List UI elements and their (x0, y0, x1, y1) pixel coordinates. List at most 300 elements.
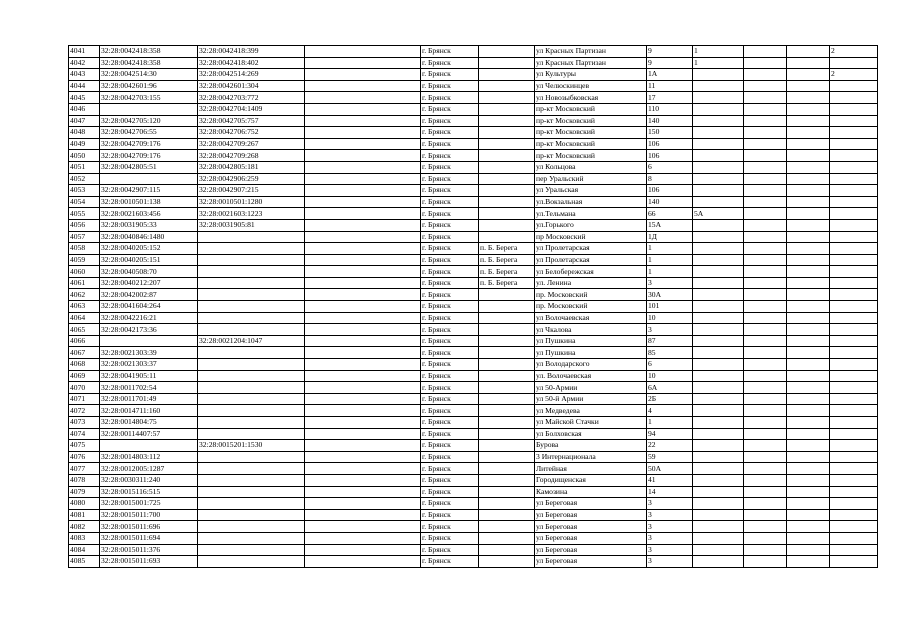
table-body (69, 46, 878, 568)
extra-cell-1 (744, 544, 787, 556)
building-cell (693, 161, 744, 173)
empty-cell (305, 544, 421, 556)
cadastral-number-cell: 32:28:0040205:152 (100, 243, 198, 255)
house-cell: 22 (647, 440, 693, 452)
empty-cell (305, 405, 421, 417)
street-cell: ул Кольцова (535, 161, 647, 173)
cadastral-number-2-cell: 32:28:0042418:402 (198, 57, 305, 69)
house-cell: 14 (647, 486, 693, 498)
extra-cell-3 (830, 474, 878, 486)
building-cell (693, 474, 744, 486)
extra-cell-3 (830, 347, 878, 359)
empty-cell (305, 115, 421, 127)
building-cell (693, 417, 744, 429)
table-row (69, 185, 878, 197)
empty-cell (305, 243, 421, 255)
house-cell: 3 (647, 544, 693, 556)
extra-cell-1 (744, 463, 787, 475)
row-number-cell: 4044 (69, 80, 100, 92)
building-cell (693, 80, 744, 92)
street-cell: ул Красных Партизан (535, 57, 647, 69)
house-cell: 8 (647, 173, 693, 185)
empty-cell (305, 231, 421, 243)
city-cell: г. Брянск (421, 161, 479, 173)
empty-cell (305, 312, 421, 324)
cadastral-number-2-cell (198, 324, 305, 336)
settlement-cell (479, 69, 535, 81)
extra-cell-1 (744, 243, 787, 255)
cadastral-number-2-cell (198, 463, 305, 475)
cadastral-number-2-cell (198, 474, 305, 486)
extra-cell-1 (744, 486, 787, 498)
city-cell: г. Брянск (421, 266, 479, 278)
table-row (69, 150, 878, 162)
extra-cell-3 (830, 463, 878, 475)
cadastral-number-cell: 32:28:0015001:725 (100, 498, 198, 510)
cadastral-number-2-cell: 32:28:0042418:399 (198, 46, 305, 58)
street-cell: пр-кт Московский (535, 127, 647, 139)
building-cell: 5А (693, 208, 744, 220)
settlement-cell (479, 463, 535, 475)
empty-cell (305, 69, 421, 81)
cadastral-number-cell: 32:28:0015011:376 (100, 544, 198, 556)
street-cell: ул Чкалова (535, 324, 647, 336)
extra-cell-2 (787, 69, 830, 81)
cadastral-number-2-cell (198, 521, 305, 533)
settlement-cell (479, 138, 535, 150)
extra-cell-1 (744, 80, 787, 92)
settlement-cell (479, 451, 535, 463)
table-row (69, 219, 878, 231)
house-cell: 30А (647, 289, 693, 301)
extra-cell-1 (744, 393, 787, 405)
extra-cell-3 (830, 219, 878, 231)
extra-cell-3 (830, 509, 878, 521)
city-cell: г. Брянск (421, 92, 479, 104)
extra-cell-1 (744, 521, 787, 533)
cadastral-number-cell: 32:28:0014804:75 (100, 417, 198, 429)
extra-cell-1 (744, 335, 787, 347)
cadastral-number-2-cell: 32:28:0010501:1280 (198, 196, 305, 208)
cadastral-number-2-cell (198, 277, 305, 289)
extra-cell-2 (787, 196, 830, 208)
building-cell (693, 92, 744, 104)
row-number-cell: 4063 (69, 301, 100, 313)
street-cell: ул Береговая (535, 556, 647, 568)
empty-cell (305, 347, 421, 359)
street-cell: ул Уральская (535, 185, 647, 197)
extra-cell-1 (744, 138, 787, 150)
cadastral-number-cell: 32:28:0042805:51 (100, 161, 198, 173)
extra-cell-1 (744, 57, 787, 69)
city-cell: г. Брянск (421, 150, 479, 162)
city-cell: г. Брянск (421, 80, 479, 92)
extra-cell-2 (787, 289, 830, 301)
building-cell (693, 393, 744, 405)
row-number-cell: 4049 (69, 138, 100, 150)
building-cell (693, 185, 744, 197)
extra-cell-3 (830, 405, 878, 417)
row-number-cell: 4045 (69, 92, 100, 104)
street-cell: ул Болховская (535, 428, 647, 440)
table-row (69, 440, 878, 452)
building-cell (693, 347, 744, 359)
city-cell: г. Брянск (421, 219, 479, 231)
cadastral-number-cell: 32:28:0042709:176 (100, 138, 198, 150)
street-cell: ул 50-й Армии (535, 393, 647, 405)
empty-cell (305, 150, 421, 162)
empty-cell (305, 127, 421, 139)
extra-cell-1 (744, 173, 787, 185)
settlement-cell (479, 347, 535, 359)
extra-cell-1 (744, 103, 787, 115)
table-row (69, 196, 878, 208)
table-row (69, 208, 878, 220)
city-cell: г. Брянск (421, 474, 479, 486)
cadastral-number-cell: 32:28:0021603:456 (100, 208, 198, 220)
cadastral-number-2-cell (198, 556, 305, 568)
settlement-cell: п. Б. Берега (479, 266, 535, 278)
building-cell (693, 532, 744, 544)
empty-cell (305, 173, 421, 185)
table-row (69, 80, 878, 92)
row-number-cell: 4053 (69, 185, 100, 197)
extra-cell-3 (830, 277, 878, 289)
extra-cell-2 (787, 463, 830, 475)
extra-cell-2 (787, 428, 830, 440)
table-row (69, 417, 878, 429)
street-cell: ул.Горького (535, 219, 647, 231)
house-cell: 110 (647, 103, 693, 115)
cadastral-number-2-cell (198, 393, 305, 405)
extra-cell-2 (787, 103, 830, 115)
table-row (69, 266, 878, 278)
house-cell: 87 (647, 335, 693, 347)
row-number-cell: 4082 (69, 521, 100, 533)
settlement-cell: п. Б. Берега (479, 277, 535, 289)
settlement-cell (479, 161, 535, 173)
empty-cell (305, 532, 421, 544)
settlement-cell (479, 359, 535, 371)
table-row (69, 474, 878, 486)
extra-cell-1 (744, 428, 787, 440)
street-cell: ул. Волочаевская (535, 370, 647, 382)
row-number-cell: 4060 (69, 266, 100, 278)
table-row (69, 486, 878, 498)
cadastral-number-2-cell (198, 428, 305, 440)
row-number-cell: 4055 (69, 208, 100, 220)
street-cell: ул. Ленина (535, 277, 647, 289)
street-cell: ул Медведева (535, 405, 647, 417)
settlement-cell (479, 57, 535, 69)
street-cell: ул Челюскинцев (535, 80, 647, 92)
building-cell (693, 173, 744, 185)
empty-cell (305, 393, 421, 405)
row-number-cell: 4084 (69, 544, 100, 556)
settlement-cell (479, 115, 535, 127)
extra-cell-2 (787, 474, 830, 486)
extra-cell-1 (744, 161, 787, 173)
extra-cell-1 (744, 208, 787, 220)
cadastral-number-cell (100, 440, 198, 452)
extra-cell-3 (830, 521, 878, 533)
settlement-cell (479, 173, 535, 185)
row-number-cell: 4046 (69, 103, 100, 115)
row-number-cell: 4062 (69, 289, 100, 301)
extra-cell-2 (787, 486, 830, 498)
house-cell: 3 (647, 556, 693, 568)
extra-cell-1 (744, 69, 787, 81)
extra-cell-1 (744, 370, 787, 382)
extra-cell-2 (787, 219, 830, 231)
cadastral-number-2-cell (198, 266, 305, 278)
cadastral-number-2-cell: 32:28:0042704:1409 (198, 103, 305, 115)
cadastral-number-2-cell (198, 509, 305, 521)
city-cell: г. Брянск (421, 312, 479, 324)
house-cell: 101 (647, 301, 693, 313)
empty-cell (305, 509, 421, 521)
extra-cell-1 (744, 219, 787, 231)
cadastral-number-cell: 32:28:00114407:57 (100, 428, 198, 440)
building-cell (693, 544, 744, 556)
row-number-cell: 4081 (69, 509, 100, 521)
cadastral-number-cell: 32:28:0011701:49 (100, 393, 198, 405)
table-row (69, 521, 878, 533)
building-cell (693, 127, 744, 139)
extra-cell-2 (787, 440, 830, 452)
house-cell: 9 (647, 57, 693, 69)
settlement-cell (479, 370, 535, 382)
extra-cell-3 (830, 208, 878, 220)
row-number-cell: 4048 (69, 127, 100, 139)
city-cell: г. Брянск (421, 382, 479, 394)
house-cell: 10 (647, 312, 693, 324)
cadastral-number-cell (100, 173, 198, 185)
extra-cell-1 (744, 185, 787, 197)
settlement-cell (479, 474, 535, 486)
extra-cell-1 (744, 115, 787, 127)
settlement-cell (479, 231, 535, 243)
extra-cell-2 (787, 544, 830, 556)
extra-cell-3 (830, 289, 878, 301)
empty-cell (305, 324, 421, 336)
city-cell: г. Брянск (421, 301, 479, 313)
house-cell: 85 (647, 347, 693, 359)
city-cell: г. Брянск (421, 69, 479, 81)
house-cell: 50А (647, 463, 693, 475)
cadastral-number-cell: 32:28:0042907:115 (100, 185, 198, 197)
cadastral-number-cell: 32:28:0040508:70 (100, 266, 198, 278)
cadastral-number-cell: 32:28:0014803:112 (100, 451, 198, 463)
empty-cell (305, 301, 421, 313)
cadastral-number-2-cell: 32:28:0015201:1530 (198, 440, 305, 452)
table-row (69, 382, 878, 394)
house-cell: 41 (647, 474, 693, 486)
extra-cell-1 (744, 498, 787, 510)
cadastral-number-2-cell: 32:28:0042703:772 (198, 92, 305, 104)
settlement-cell (479, 417, 535, 429)
cadastral-number-cell: 32:28:0042514:30 (100, 69, 198, 81)
house-cell: 10 (647, 370, 693, 382)
table-row (69, 359, 878, 371)
building-cell (693, 382, 744, 394)
house-cell: 106 (647, 185, 693, 197)
cadastral-number-2-cell: 32:28:0042906:259 (198, 173, 305, 185)
empty-cell (305, 289, 421, 301)
extra-cell-3 (830, 532, 878, 544)
extra-cell-2 (787, 115, 830, 127)
extra-cell-3 (830, 498, 878, 510)
empty-cell (305, 474, 421, 486)
city-cell: г. Брянск (421, 417, 479, 429)
cadastral-number-cell (100, 335, 198, 347)
settlement-cell (479, 532, 535, 544)
cadastral-number-cell: 32:28:0041604:264 (100, 301, 198, 313)
city-cell: г. Брянск (421, 359, 479, 371)
house-cell: 3 (647, 509, 693, 521)
city-cell: г. Брянск (421, 231, 479, 243)
building-cell (693, 231, 744, 243)
cadastral-number-cell: 32:28:0011702:54 (100, 382, 198, 394)
city-cell: г. Брянск (421, 521, 479, 533)
extra-cell-2 (787, 393, 830, 405)
house-cell: 140 (647, 196, 693, 208)
row-number-cell: 4052 (69, 173, 100, 185)
row-number-cell: 4083 (69, 532, 100, 544)
extra-cell-2 (787, 127, 830, 139)
extra-cell-1 (744, 347, 787, 359)
extra-cell-2 (787, 57, 830, 69)
cadastral-number-2-cell (198, 532, 305, 544)
extra-cell-2 (787, 370, 830, 382)
cadastral-number-2-cell (198, 451, 305, 463)
city-cell: г. Брянск (421, 428, 479, 440)
city-cell: г. Брянск (421, 115, 479, 127)
empty-cell (305, 521, 421, 533)
building-cell (693, 440, 744, 452)
city-cell: г. Брянск (421, 243, 479, 255)
city-cell: г. Брянск (421, 440, 479, 452)
building-cell (693, 463, 744, 475)
row-number-cell: 4075 (69, 440, 100, 452)
street-cell: ул Волочаевская (535, 312, 647, 324)
table-row (69, 289, 878, 301)
building-cell (693, 243, 744, 255)
building-cell (693, 556, 744, 568)
cadastral-number-cell: 32:28:0015116:515 (100, 486, 198, 498)
house-cell: 3 (647, 277, 693, 289)
cadastral-number-2-cell: 32:28:0021603:1223 (198, 208, 305, 220)
city-cell: г. Брянск (421, 57, 479, 69)
building-cell (693, 405, 744, 417)
row-number-cell: 4066 (69, 335, 100, 347)
extra-cell-2 (787, 556, 830, 568)
extra-cell-2 (787, 509, 830, 521)
extra-cell-2 (787, 312, 830, 324)
building-cell (693, 289, 744, 301)
street-cell: ул Белобережская (535, 266, 647, 278)
cadastral-number-2-cell (198, 544, 305, 556)
street-cell: ул Береговая (535, 532, 647, 544)
extra-cell-3 (830, 312, 878, 324)
house-cell: 6А (647, 382, 693, 394)
cadastral-number-cell: 32:28:0040212:207 (100, 277, 198, 289)
city-cell: г. Брянск (421, 138, 479, 150)
settlement-cell (479, 335, 535, 347)
cadastral-number-2-cell (198, 312, 305, 324)
cadastral-number-cell: 32:28:0042418:358 (100, 57, 198, 69)
cadastral-number-2-cell (198, 231, 305, 243)
table-row (69, 243, 878, 255)
city-cell: г. Брянск (421, 451, 479, 463)
extra-cell-3 (830, 451, 878, 463)
extra-cell-2 (787, 231, 830, 243)
house-cell: 1 (647, 266, 693, 278)
house-cell: 94 (647, 428, 693, 440)
city-cell: г. Брянск (421, 46, 479, 58)
extra-cell-2 (787, 243, 830, 255)
empty-cell (305, 185, 421, 197)
row-number-cell: 4078 (69, 474, 100, 486)
table-row (69, 46, 878, 58)
street-cell: Городищенская (535, 474, 647, 486)
extra-cell-3 (830, 370, 878, 382)
street-cell: ул Пушкина (535, 335, 647, 347)
cadastral-number-cell: 32:28:0012005:1287 (100, 463, 198, 475)
empty-cell (305, 57, 421, 69)
street-cell: ул Новозыбковская (535, 92, 647, 104)
row-number-cell: 4076 (69, 451, 100, 463)
extra-cell-2 (787, 521, 830, 533)
street-cell: ул Володарского (535, 359, 647, 371)
building-cell (693, 301, 744, 313)
cadastral-number-cell: 32:28:0014711:160 (100, 405, 198, 417)
street-cell: пр-кт Московский (535, 103, 647, 115)
extra-cell-2 (787, 254, 830, 266)
extra-cell-3 (830, 231, 878, 243)
extra-cell-1 (744, 312, 787, 324)
row-number-cell: 4042 (69, 57, 100, 69)
row-number-cell: 4074 (69, 428, 100, 440)
building-cell (693, 324, 744, 336)
table-row (69, 509, 878, 521)
house-cell: 3 (647, 498, 693, 510)
building-cell (693, 266, 744, 278)
settlement-cell (479, 289, 535, 301)
city-cell: г. Брянск (421, 544, 479, 556)
building-cell (693, 196, 744, 208)
house-cell: 9 (647, 46, 693, 58)
street-cell: ул Пролетарская (535, 254, 647, 266)
extra-cell-2 (787, 80, 830, 92)
cadastral-number-cell: 32:28:0015011:696 (100, 521, 198, 533)
row-number-cell: 4050 (69, 150, 100, 162)
extra-cell-1 (744, 509, 787, 521)
extra-cell-3 (830, 301, 878, 313)
city-cell: г. Брянск (421, 405, 479, 417)
street-cell: ул Пролетарская (535, 243, 647, 255)
empty-cell (305, 277, 421, 289)
extra-cell-2 (787, 208, 830, 220)
extra-cell-2 (787, 277, 830, 289)
row-number-cell: 4064 (69, 312, 100, 324)
extra-cell-3 (830, 556, 878, 568)
row-number-cell: 4068 (69, 359, 100, 371)
extra-cell-3 (830, 417, 878, 429)
building-cell (693, 312, 744, 324)
cadastral-number-cell (100, 103, 198, 115)
empty-cell (305, 254, 421, 266)
